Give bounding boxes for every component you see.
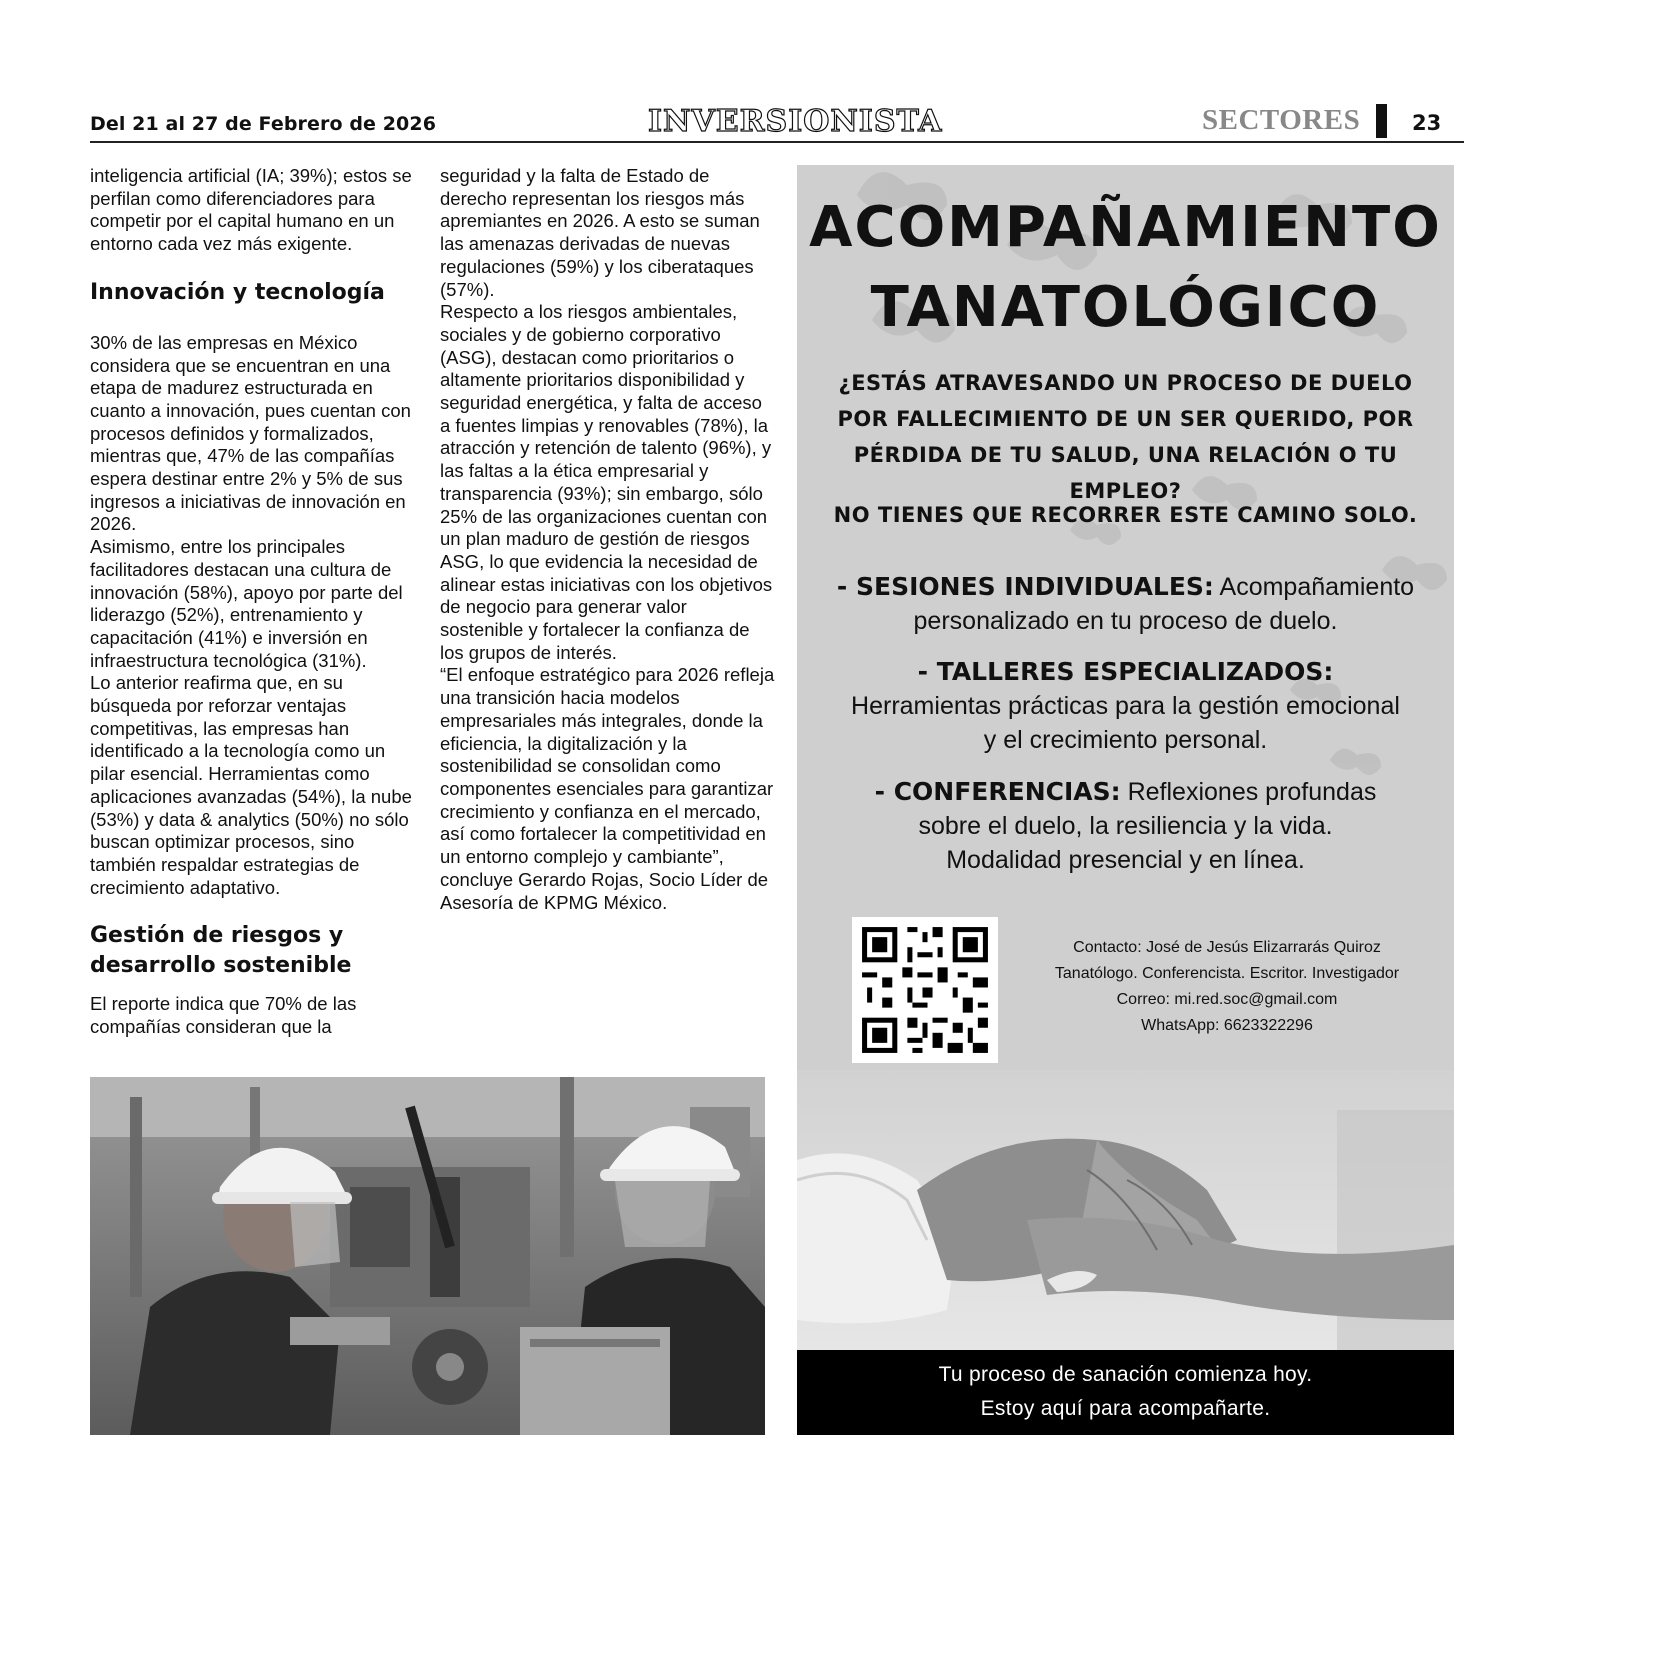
paragraph: El reporte indica que 70% de las compañías consideran que la	[90, 993, 357, 1038]
question-line: PÉRDIDA DE TU SALUD, UNA RELACIÓN O TU EMPLEO?	[853, 443, 1398, 503]
service-text: personalizado en tu proceso de duelo.	[913, 607, 1338, 635]
service-label: - CONFERENCIAS:	[874, 777, 1121, 806]
footer-line: Estoy aquí para acompañarte.	[980, 1397, 1271, 1420]
contact-whatsapp[interactable]: WhatsApp: 6623322296	[1141, 1017, 1313, 1034]
industrial-workers-photo	[90, 1077, 765, 1435]
qr-code-icon	[852, 917, 998, 1063]
newspaper-masthead	[648, 103, 943, 139]
ad-reassurance: NO TIENES QUE RECORRER ESTE CAMINO SOLO.	[833, 503, 1418, 527]
contact-name: Contacto: José de Jesús Elizarrarás Quiroz	[1073, 939, 1381, 956]
footer-line: Tu proceso de sanación comienza hoy.	[938, 1363, 1313, 1386]
paragraph: Asimismo, entre los principales facilitadores destacan una cultura de innovación (58%), apoyo por parte del liderazgo (52%), entrenamiento y capacitación (41%) e inversión en infraestructura tecnológica (31%).	[90, 536, 403, 671]
ad-title-line-1: ACOMPAÑAMIENTO	[809, 195, 1442, 260]
ad-question	[797, 365, 1454, 509]
tanatologia-advertisement	[797, 165, 1454, 1435]
paragraph: 30% de las empresas en México considera que se encuentran en una etapa de madurez estructurada en cuanto a innovación, pues cuentan con procesos definidos y formalizados, mientras que, 47% de las compañías espera destinar entre 2% y 5% de sus ingresos a iniciativas de innovación en 2026.	[90, 331, 411, 535]
service-text: Acompañamiento	[1219, 573, 1415, 601]
service-label: - SESIONES INDIVIDUALES:	[836, 572, 1214, 601]
ad-title-line-2: TANATOLÓGICO	[870, 275, 1381, 340]
section-title: SECTORES	[1202, 104, 1361, 136]
paragraph: seguridad y la falta de Estado de derecho representan los riesgos más apremiantes en 2026. A esto se suman las amenazas derivadas de nuevas regulaciones (59%) y los ciberataques (57%).	[440, 165, 760, 300]
section-divider-bar	[1376, 104, 1387, 138]
service-sesiones	[797, 570, 1454, 638]
paragraph: Lo anterior reafirma que, en su búsqueda por reforzar ventajas competitivas, las empresas han identificado a la tecnología como un pilar esencial. Herramientas como aplicaciones avanzadas (54%), la nube (53%) y data & analytics (50%) no sólo buscan optimizar procesos, sino también respaldar estrategias de crecimiento adaptativo.	[90, 672, 412, 898]
quote-paragraph: “El enfoque estratégico para 2026 refleja una transición hacia modelos empresariales más integrales, donde la eficiencia, la digitalización y la sostenibilidad se consolidan como componentes esenciales para garantizar crecimiento y confianza en el mercado, así como fortalecer la competitividad en un entorno complejo y cambiante”, concluye Gerardo Rojas, Socio Líder de Asesoría de KPMG México.	[440, 664, 775, 913]
service-text: Herramientas prácticas para la gestión emocional	[851, 692, 1400, 720]
issue-date: Del 21 al 27 de Febrero de 2026	[90, 113, 437, 135]
header-rule	[90, 141, 1464, 143]
article-column-2	[440, 165, 775, 914]
contact-info	[1032, 935, 1422, 1039]
masthead-text: INVERSIONISTA	[648, 104, 943, 139]
subheading-riesgos: Gestión de riesgos y desarrollo sostenible	[90, 923, 352, 979]
service-talleres	[797, 655, 1454, 757]
paragraph: Respecto a los riesgos ambientales, sociales y de gobierno corporativo (ASG), destacan como prioritarios o altamente prioritarios disponibilidad y seguridad energética, y falta de acceso a fuentes limpias y renovables (78%), la atracción y retención de talento (96%), y las faltas a la ética empresarial y transparencia (93%); sin embargo, sólo 25% de las organizaciones cuentan con un plan maduro de gestión de riesgos ASG, lo que evidencia la necesidad de alinear estas iniciativas con los objetivos de negocio para generar valor sostenible y fortalecer la confianza de los grupos de interés.	[440, 301, 773, 663]
question-line: POR FALLECIMIENTO DE UN SER QUERIDO, POR	[837, 407, 1414, 431]
service-text: Reflexiones profundas	[1127, 778, 1377, 806]
service-text: sobre el duelo, la resiliencia y la vida.	[918, 812, 1333, 840]
contact-email[interactable]: Correo: mi.red.soc@gmail.com	[1116, 991, 1338, 1008]
intro-paragraph: inteligencia artificial (IA; 39%); estos se perfilan como diferenciadores para competir por el capital humano en un entorno cada vez más exigente.	[90, 165, 412, 255]
service-text: y el crecimiento personal.	[983, 726, 1268, 754]
page-number: 23	[1412, 111, 1442, 135]
service-label: - TALLERES ESPECIALIZADOS:	[917, 657, 1334, 686]
contact-profession: Tanatólogo. Conferencista. Escritor. Investigador	[1054, 965, 1400, 982]
question-line: ¿ESTÁS ATRAVESANDO UN PROCESO DE DUELO	[838, 371, 1413, 395]
qr-code[interactable]	[852, 917, 998, 1063]
article-column-1	[90, 165, 420, 1039]
service-text: Modalidad presencial y en línea.	[946, 846, 1305, 874]
ad-footer-banner	[797, 1350, 1454, 1435]
service-conferencias	[797, 775, 1454, 877]
subheading-innovacion: Innovación y tecnología	[90, 279, 385, 305]
holding-hands-photo	[797, 1070, 1454, 1350]
